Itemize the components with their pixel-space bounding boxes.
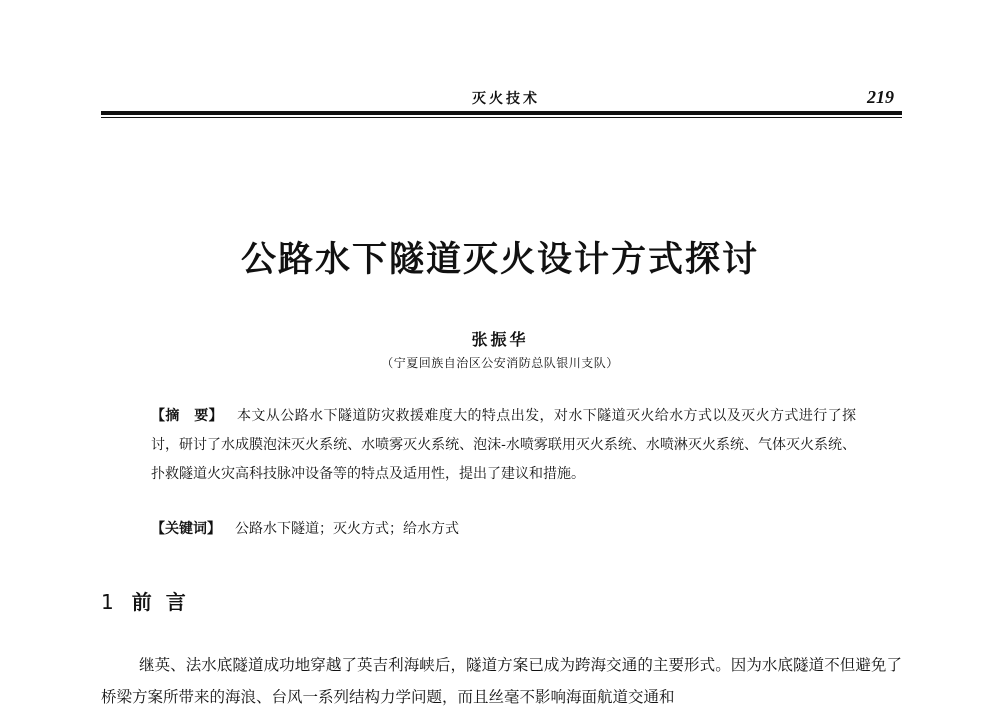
running-header-section: 灭火技术 (472, 91, 540, 107)
keywords (151, 518, 856, 538)
author-affiliation: （宁夏回族自治区公安消防总队银川支队） (381, 356, 619, 370)
keywords-label: 【关键词】 (151, 521, 221, 537)
body-paragraph: 继英、法水底隧道成功地穿越了英吉利海峡后，隧道方案已成为跨海交通的主要形式。因为水底隧道不但避免了桥梁方案所带来的海浪、台风一系列结构力学问题，而且丝毫不影响海面航道交通和 (101, 656, 902, 706)
article-title: 公路水下隧道灭火设计方式探讨 (240, 240, 759, 280)
section-heading-introduction (101, 586, 200, 615)
section-title: 前言 (131, 590, 200, 614)
abstract (151, 402, 856, 489)
author-name: 张振华 (471, 330, 529, 349)
section-number: 1 (101, 590, 114, 614)
abstract-text: 本文从公路水下隧道防灾救援难度大的特点出发，对水下隧道灭火给水方式以及灭火方式进行了探讨，研讨了水成膜泡沫灭火系统、水喷雾灭火系统、泡沫-水喷雾联用灭火系统、水喷淋灭火系统、气体灭火系统、扑救隧道火灾高科技脉冲设备等的特点及适用性，提出了建议和措施。 (151, 408, 857, 482)
page-number: 219 (867, 87, 894, 107)
keywords-text: 公路水下隧道；灭火方式；给水方式 (235, 521, 459, 537)
header-rule-thick (101, 111, 902, 115)
abstract-label: 【摘 要】 (151, 408, 224, 424)
header-rule-thin (101, 117, 902, 118)
